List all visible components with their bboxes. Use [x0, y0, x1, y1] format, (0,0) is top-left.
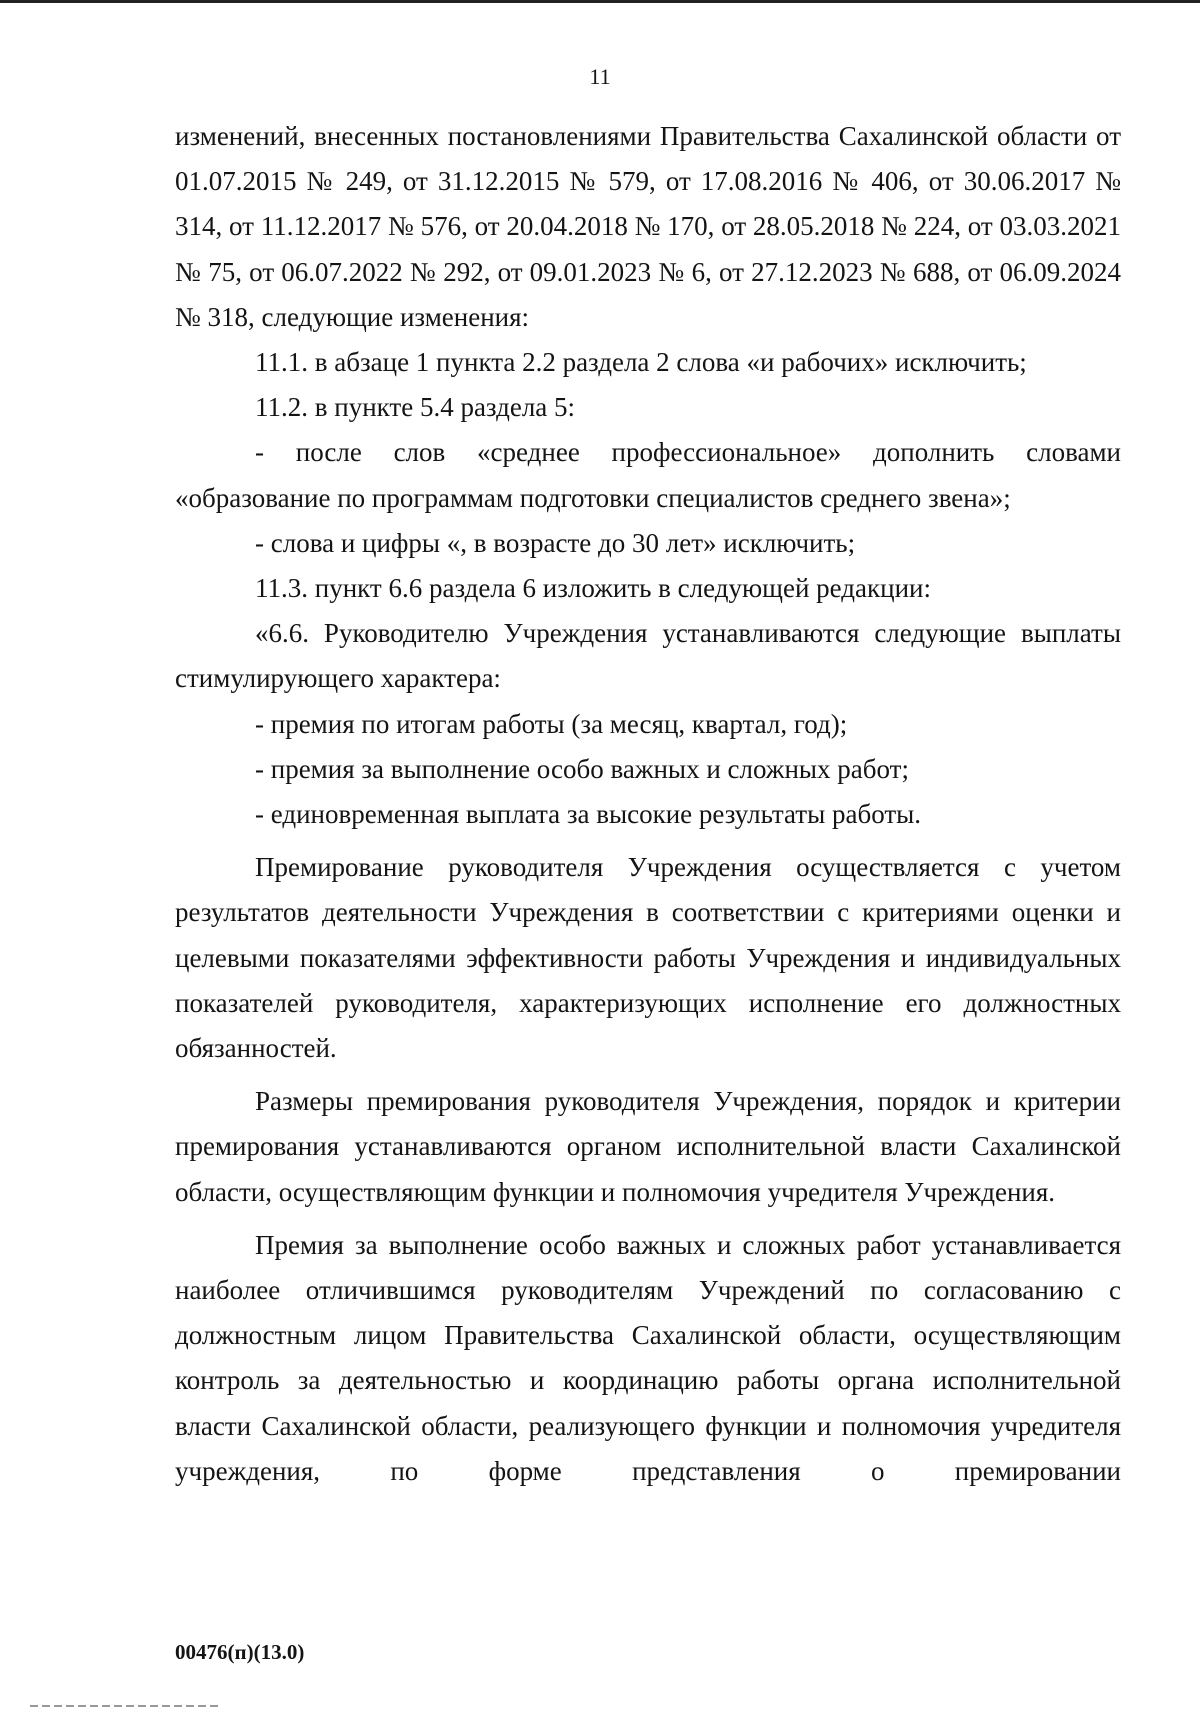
- list-item-monthly-bonus: - премия по итогам работы (за месяц, квартал, год);: [255, 708, 848, 739]
- scan-top-border: [0, 0, 1200, 3]
- document-code: 00476(п)(13.0): [175, 1640, 305, 1664]
- page-number: 11: [589, 64, 611, 89]
- paragraph-bonus-criteria: Премирование руководителя Учреждения осуществляется с учетом результатов деятельности Учреждения в соответствии с критериями оценки и целевыми показателями эффективности работы Учреждения и индивидуальных показателей руководителя, характеризующих исполнение его должностных обязанностей.: [175, 852, 1121, 1064]
- paragraph-item-11-2: 11.2. в пункте 5.4 раздела 5:: [255, 392, 576, 423]
- paragraph-item-11-3: 11.3. пункт 6.6 раздела 6 изложить в следующей редакции:: [255, 573, 931, 604]
- paragraph-bonus-amounts: Размеры премирования руководителя Учреждения, порядок и критерии премирования устанавливаются органом исполнительной власти Сахалинской области, осуществляющим функции и полномочия учредителя Учреждения.: [175, 1086, 1121, 1207]
- paragraph-item-11-1: 11.1. в абзаце 1 пункта 2.2 раздела 2 слова «и рабочих» исключить;: [255, 347, 1027, 378]
- paragraph-item-11-2-exclusion: - слова и цифры «, в возрасте до 30 лет» исключить;: [255, 527, 856, 558]
- scan-artifact: [30, 1705, 220, 1707]
- paragraph-item-11-2-addition: - после слов «среднее профессиональное» дополнить словами «образование по программам подготовки специалистов среднего звена»;: [175, 437, 1121, 513]
- list-item-one-time-payment: - единовременная выплата за высокие результаты работы.: [255, 799, 922, 830]
- document-body: [175, 114, 1121, 1494]
- paragraph-special-bonus-approval: Премия за выполнение особо важных и сложных работ устанавливается наиболее отличившимся руководителям Учреждений по согласованию с должностным лицом Правительства Сахалинской области, осуществляющим контроль за деятельностью и координацию работы органа исполнительной власти Сахалинской области, реализующего функции и полномочия учредителя учреждения, по форме представления о премировании: [175, 1229, 1121, 1486]
- list-item-special-bonus: - премия за выполнение особо важных и сложных работ;: [255, 753, 909, 784]
- paragraph-amended-resolutions: изменений, внесенных постановлениями Правительства Сахалинской области от 01.07.2015 № 249, от 31.12.2015 № 579, от 17.08.2016 № 406, от 30.06.2017 № 314, от 11.12.2017 № 576, от 20.04.2018 № 170, от 28.05.2018 № 224, от 03.03.2021 № 75, от 06.07.2022 № 292, от 09.01.2023 № 6, от 27.12.2023 № 688, от 06.09.2024 № 318, следующие изменения:: [175, 121, 1121, 332]
- paragraph-item-6-6: «6.6. Руководителю Учреждения устанавливаются следующие выплаты стимулирующего характера:: [175, 618, 1121, 694]
